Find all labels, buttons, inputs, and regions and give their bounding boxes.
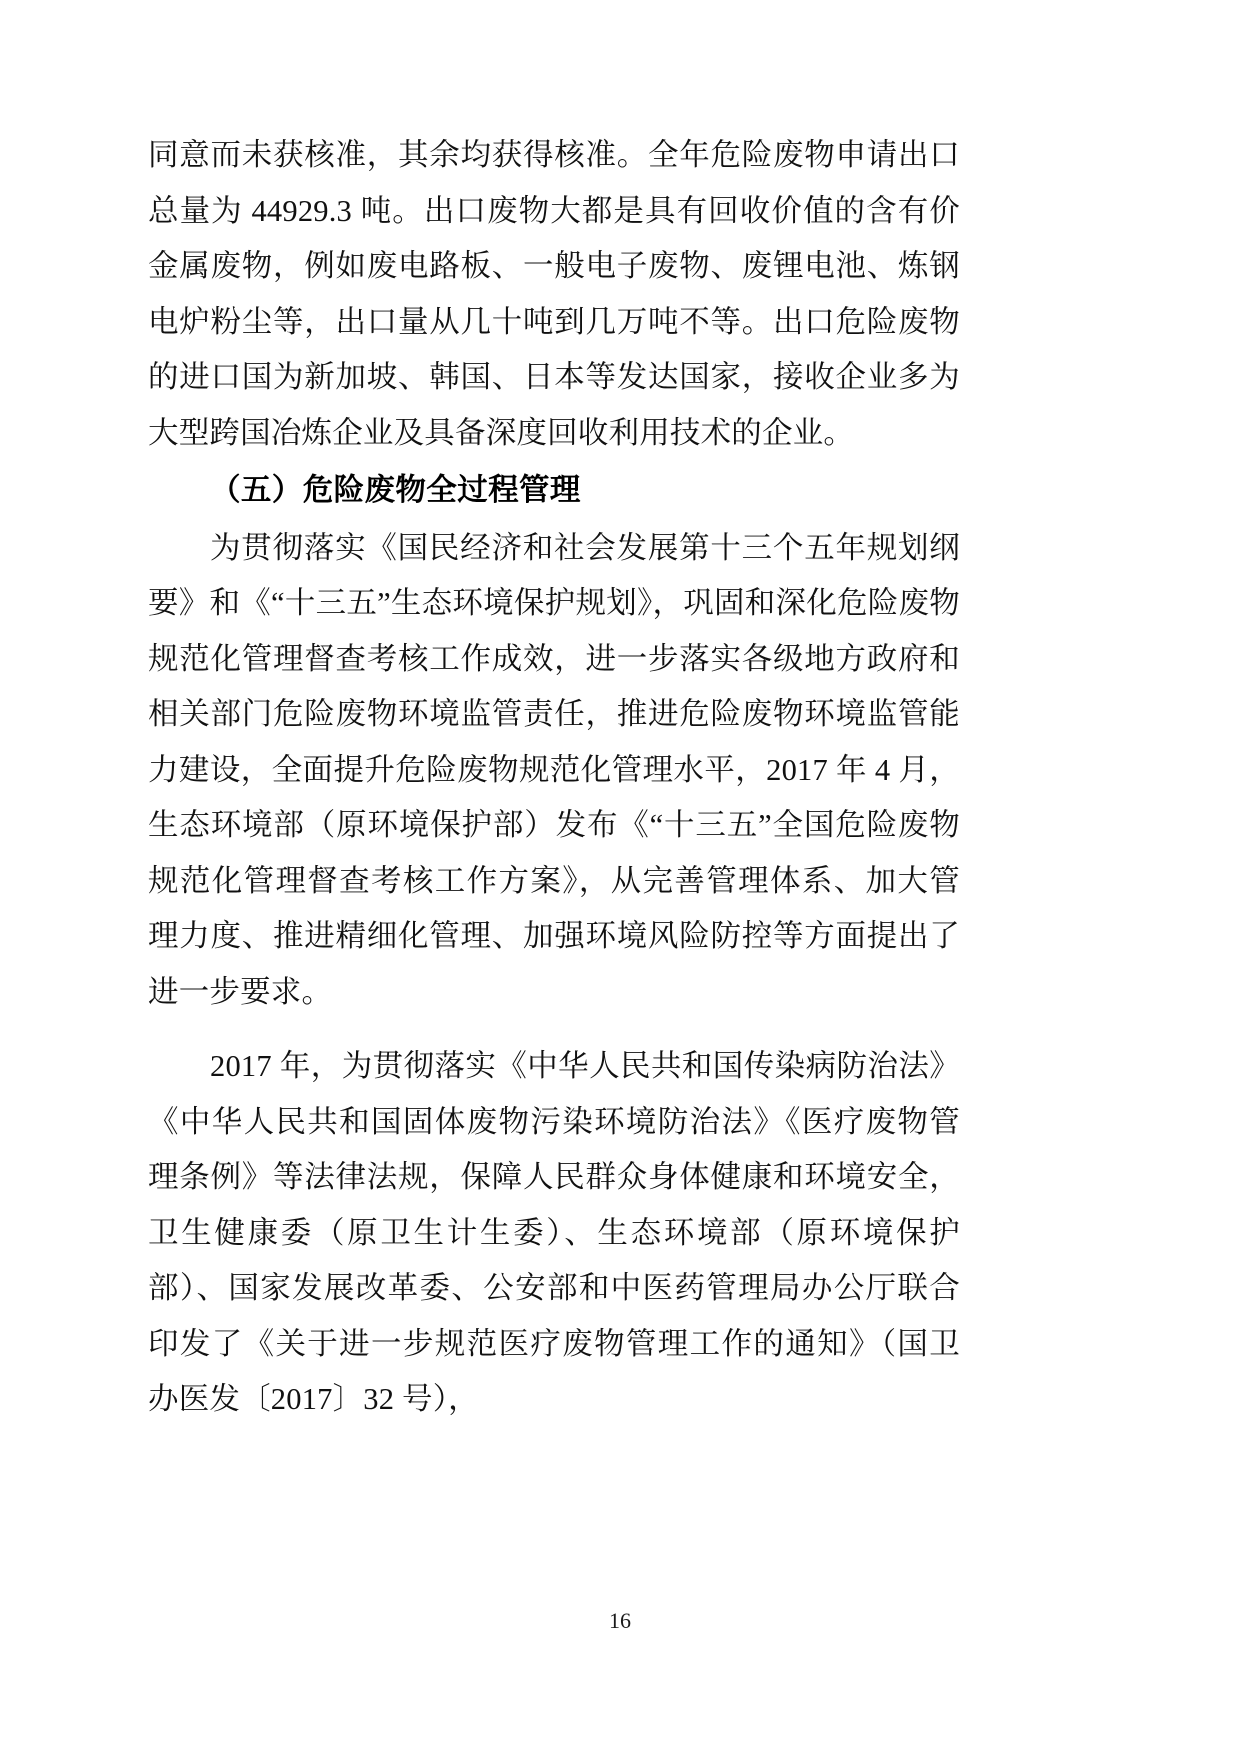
section-heading-hazardous-waste-lifecycle-management: （五）危险废物全过程管理 — [210, 473, 581, 507]
body-paragraph-medical-waste-notice: 2017 年，为贯彻落实《中华人民共和国传染病防治法》《中华人民共和国固体废物污染环境防治法》《医疗废物管理条例》等法律法规，保障人民群众身体健康和环境安全，卫生健康委（原卫生计生委）、生态环境部（原环境保护部）、国家发展改革委、公安部和中医药管理局办公厅联合印发了《关于进一步规范医疗废物管理工作的通知》（国卫办医发〔2017〕32 号）， — [148, 1049, 960, 1416]
page-body — [148, 128, 960, 1428]
page-number: 16 — [609, 1608, 631, 1633]
spacer — [148, 1020, 960, 1039]
body-paragraph-continued: 同意而未获核准，其余均获得核准。全年危险废物申请出口总量为 44929.3 吨。出口废物大都是具有回收价值的含有价金属废物，例如废电路板、一般电子废物、废锂电池、炼钢电炉粉尘等，出口量从几十吨到几万吨不等。出口危险废物的进口国为新加坡、韩国、日本等发达国家，接收企业多为大型跨国冶炼企业及具备深度回收利用技术的企业。 — [148, 138, 960, 450]
body-paragraph-policy-framework: 为贯彻落实《国民经济和社会发展第十三个五年规划纲要》和《“十三五”生态环境保护规划》，巩固和深化危险废物规范化管理督查考核工作成效，进一步落实各级地方政府和相关部门危险废物环境监管责任，推进危险废物环境监管能力建设，全面提升危险废物规范化管理水平，2017 年 4 月，生态环境部（原环境保护部）发布《“十三五”全国危险废物规范化管理督查考核工作方案》，从完善管理体系、加大管理力度、推进精细化管理、加强环境风险防控等方面提出了进一步要求。 — [148, 530, 960, 1009]
